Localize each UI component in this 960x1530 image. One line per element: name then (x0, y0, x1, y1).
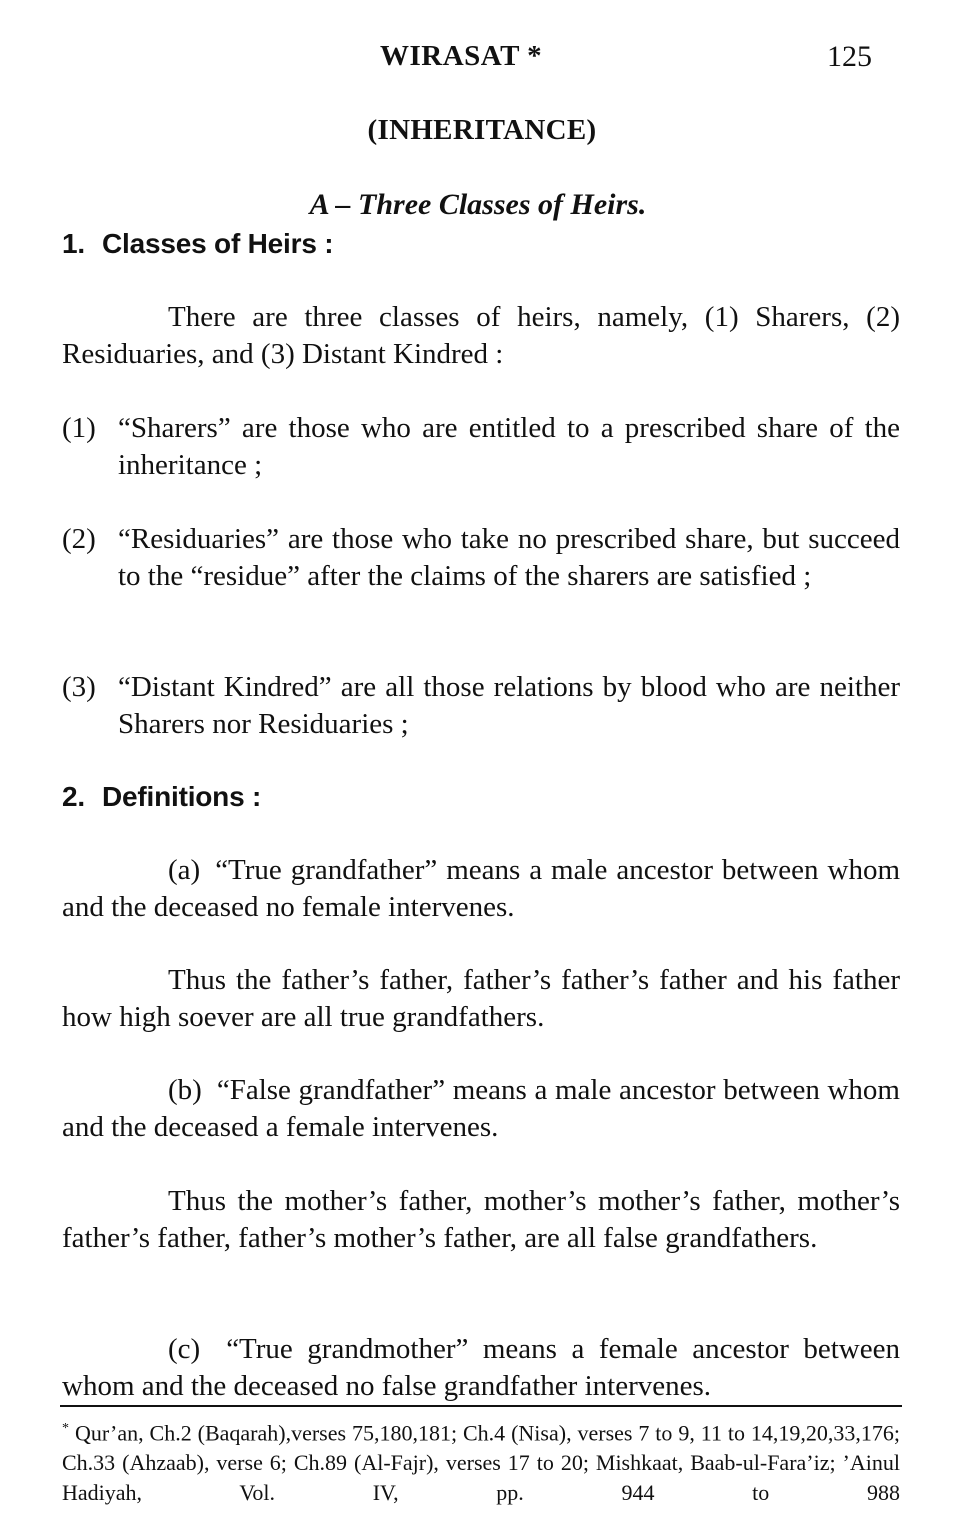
definition-false-grandfather (62, 1072, 900, 1146)
definition-label: (b) (168, 1074, 202, 1106)
section-title: Definitions : (102, 781, 262, 812)
list-item-text: “Residuaries” are those who take no prescribed share, but succeed to the “residue” after the claims of the sharers are satisfied ; (118, 523, 900, 592)
section-heading-definitions (62, 781, 261, 813)
section-intro-paragraph (62, 299, 900, 373)
list-marker: (2) (62, 523, 96, 555)
definition-true-grandfather (62, 852, 900, 926)
example-true-grandfathers (62, 962, 900, 1036)
paragraph-text: “True grandmother” means a female ancestor between whom and the deceased no false grandfather intervenes. (62, 1333, 900, 1402)
definition-label: (c) (168, 1333, 201, 1365)
definition-label: (a) (168, 854, 201, 886)
paragraph-text: “True grandfather” means a male ancestor between whom and the deceased no female intervenes. (62, 854, 900, 923)
section-number: 1. (62, 228, 85, 259)
definition-true-grandmother (62, 1331, 900, 1405)
footnote-divider (60, 1405, 902, 1407)
list-item-sharers (62, 410, 900, 484)
running-header (0, 40, 960, 84)
chapter-subtitle (0, 114, 960, 147)
list-marker: (1) (62, 412, 96, 444)
list-item-text: “Distant Kindred” are all those relations by blood who are neither Sharers nor Residuaries ; (118, 671, 900, 740)
chapter-subtitle-text: (INHERITANCE) (367, 114, 597, 146)
paragraph-text: Thus the father’s father, father’s father’s father and his father how high soever are all true grandfathers. (62, 964, 900, 1033)
paragraph-text: Thus the mother’s father, mother’s mother’s father, mother’s father’s father, father’s mother’s father, are all false grandfathers. (62, 1185, 900, 1254)
section-number: 2. (62, 781, 85, 812)
running-title: WIRASAT * (380, 40, 543, 72)
paragraph-text: There are three classes of heirs, namely, (1) Sharers, (2) Residuaries, and (3) Distant Kindred : (62, 301, 900, 370)
list-marker: (3) (62, 671, 96, 703)
list-item-text: “Sharers” are those who are entitled to a prescribed share of the inheritance ; (118, 412, 900, 481)
footnote-text: Qur’an, Ch.2 (Baqarah),verses 75,180,181; Ch.4 (Nisa), verses 7 to 9, 11 to 14,19,20,33,176; Ch.33 (Ahzaab), verse 6; Ch.89 (Al-Fajr), verses 17 to 20; Mishkaat, Baab-ul-Fara’iz; ’Ainul Hadiyah, Vol. IV, pp. 944 to 988 (62, 1420, 900, 1506)
section-title: Classes of Heirs : (102, 228, 334, 259)
section-heading-classes-of-heirs (62, 228, 333, 260)
page-number: 125 (827, 40, 872, 73)
part-title (0, 188, 960, 222)
list-item-residuaries (62, 521, 900, 595)
footnote-marker: * (62, 1421, 69, 1436)
footnote (62, 1414, 900, 1508)
part-title-text: A – Three Classes of Heirs. (309, 188, 647, 221)
paragraph-text: “False grandfather” means a male ancestor between whom and the deceased a female intervenes. (62, 1074, 900, 1143)
example-false-grandfathers (62, 1183, 900, 1257)
list-item-distant-kindred (62, 669, 900, 743)
